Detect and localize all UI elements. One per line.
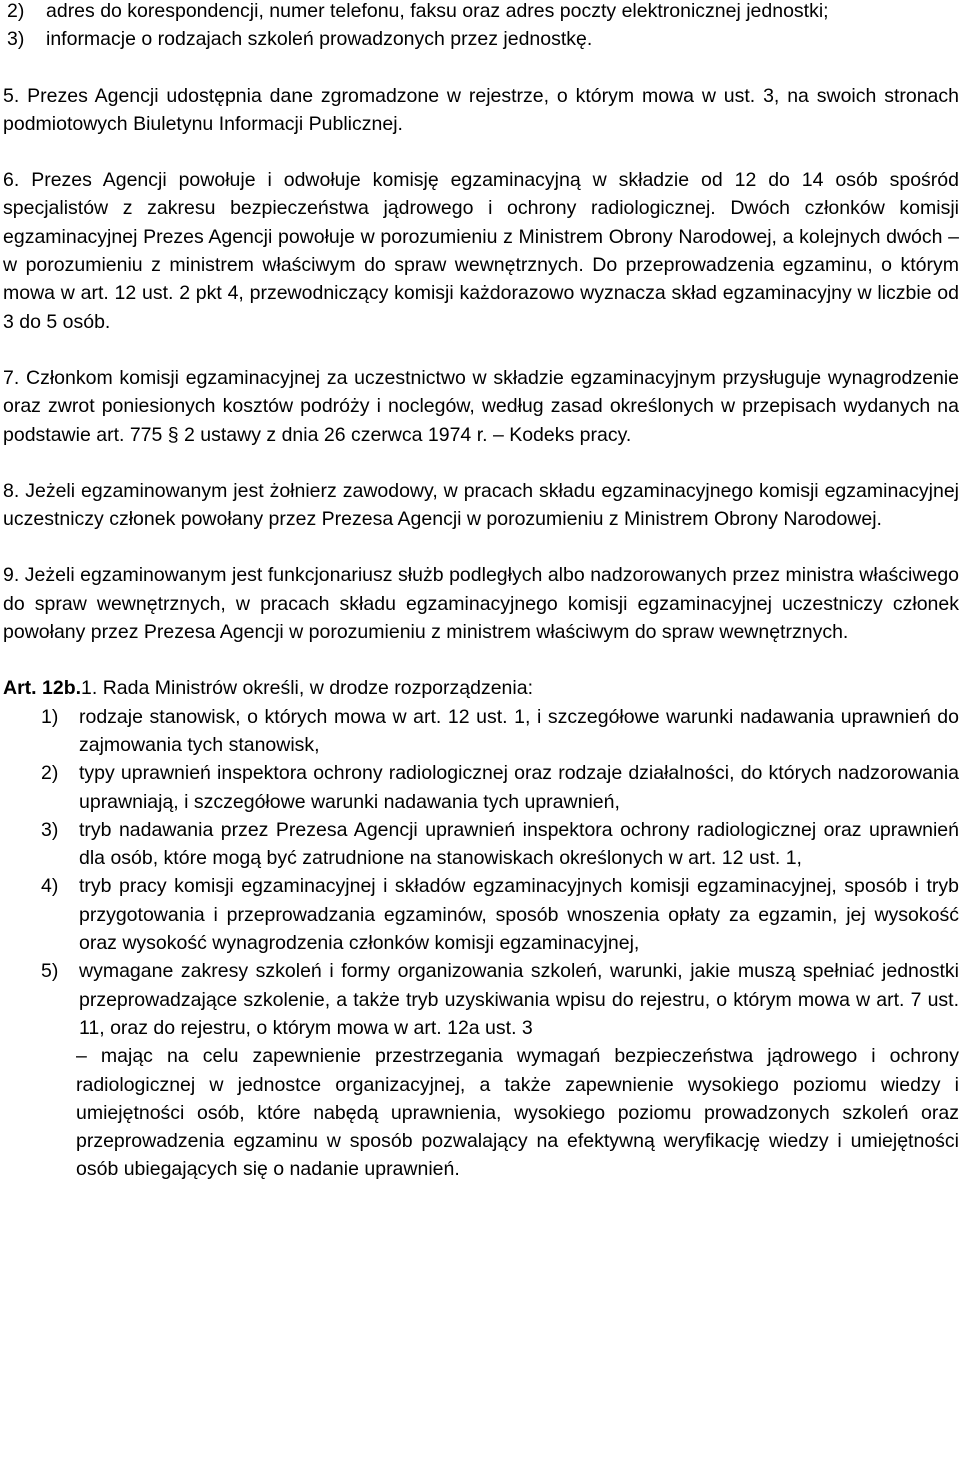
paragraph-number: 7. [3, 366, 20, 389]
paragraph-number: 6. [3, 169, 20, 192]
article-item-number: 2) [41, 762, 59, 785]
list-item-text: informacje o rodzajach szkoleń prowadzonych przez jednostkę. [46, 28, 593, 51]
article-item [3, 957, 959, 1042]
list-item-number: 3) [7, 28, 25, 51]
paragraph-gap [3, 336, 959, 364]
paragraph-text: Jeżeli egzaminowanym jest funkcjonariusz służb podległych albo nadzorowanych przez ministra właściwego do spraw wewnętrznych, w pracach składu egzaminacyjnego komisji egzaminacyjnej uczestniczy członek powołany przez Prezesa Agencji w porozumieniu z ministrem właściwym do spraw wewnętrznych. [3, 564, 960, 644]
paragraph-5 [3, 82, 959, 139]
paragraph-gap [3, 449, 959, 477]
article-item-text: typy uprawnień inspektora ochrony radiologicznej oraz rodzaje działalności, do których nadzorowania uprawniają, i szczegółowe warunki nadawania tych uprawnień, [79, 762, 959, 813]
paragraph-gap [3, 646, 959, 674]
paragraph-text: Prezes Agencji powołuje i odwołuje komisję egzaminacyjną w składzie od 12 do 14 osób spośród specjalistów z zakresu bezpieczeństwa jądrowego i ochrony radiologicznej. Dwóch członków komisji egzaminacyjnej Prezes Agencji powołuje w porozumieniu z Ministrem Obrony Narodowej, a kolejnych dwóch – w porozumieniu z ministrem właściwym do spraw wewnętrznych. Do przeprowadzenia egzaminu, o którym mowa w art. 12 ust. 2 pkt 4, przewodniczący komisji każdorazowo wyznacza skład egzaminacyjny w liczbie od 3 do 5 osób. [3, 169, 959, 333]
article-intro-number: 1. [81, 677, 98, 700]
article-item-text: tryb nadawania przez Prezesa Agencji uprawnień inspektora ochrony radiologicznej oraz uprawnień dla osób, które mogą być zatrudnione na stanowiskach określonych w art. 12 ust. 1, [79, 818, 959, 870]
article-item [3, 759, 959, 816]
article-item-number: 1) [41, 705, 59, 728]
paragraph-9 [3, 561, 959, 646]
article-item-number: 3) [41, 818, 59, 841]
article-item-text: rodzaje stanowisk, o których mowa w art. 12 ust. 1, i szczegółowe warunki nadawania uprawnień do zajmowania tych stanowisk, [79, 705, 959, 756]
article-intro-text: Rada Ministrów określi, w drodze rozporządzenia: [102, 677, 533, 700]
paragraph-number: 5. [3, 84, 20, 107]
list-item [3, 25, 959, 53]
paragraph-text: Prezes Agencji udostępnia dane zgromadzone w rejestrze, o którym mowa w ust. 3, na swoich stronach podmiotowych Biuletynu Informacji Publicznej. [3, 84, 959, 135]
list-item-number: 2) [7, 0, 25, 22]
paragraph-gap [3, 138, 959, 166]
article-item [3, 872, 959, 957]
article-item-text: wymagane zakresy szkoleń i formy organizowania szkoleń, warunki, jakie muszą spełniać jednostki przeprowadzające szkolenie, a także tryb uzyskiwania wpisu do rejestru, o którym mowa w art. 7 ust. 11, oraz do rejestru, o którym mowa w art. 12a ust. 3 [79, 960, 959, 1039]
article-item [3, 703, 959, 760]
article-item-number: 5) [41, 960, 59, 983]
list-item-text: adres do korespondencji, numer telefonu, faksu oraz adres poczty elektronicznej jednostki; [46, 0, 829, 22]
article-label: Art. 12b. [3, 677, 82, 700]
article-item-number: 4) [41, 875, 59, 898]
paragraph-gap [3, 54, 959, 82]
article-item [3, 816, 959, 873]
article-closing: – mając na celu zapewnienie przestrzegania wymagań bezpieczeństwa jądrowego i ochrony radiologicznej w jednostce organizacyjnej, a także zapewnienie wysokiego poziomu wiedzy i umiejętności osób, które nabędą uprawnienia, wysokiego poziomu prowadzonych szkoleń oraz przeprowadzenia egzaminu w sposób pozwalający na efektywną weryfikację wiedzy i umiejętności osób ubiegających się o nadanie uprawnień. [76, 1045, 959, 1181]
list-item [3, 0, 959, 25]
paragraph-number: 8. [3, 479, 20, 502]
paragraph-6 [3, 166, 959, 336]
paragraph-gap [3, 533, 959, 561]
article-heading [3, 674, 959, 702]
paragraph-text: Jeżeli egzaminowanym jest żołnierz zawodowy, w pracach składu egzaminacyjnego komisji egzaminacyjnej uczestniczy członek powołany przez Prezesa Agencji w porozumieniu z Ministrem Obrony Narodowej. [3, 479, 959, 531]
paragraph-text: Członkom komisji egzaminacyjnej za uczestnictwo w składzie egzaminacyjnym przysługuje wynagrodzenie oraz zwrot poniesionych kosztów podróży i noclegów, według zasad określonych w przepisach wydanych na podstawie art. 775 § 2 ustawy z dnia 26 czerwca 1974 r. – Kodeks pracy. [3, 366, 959, 446]
paragraph-8 [3, 477, 959, 534]
article-item-text: tryb pracy komisji egzaminacyjnej i składów egzaminacyjnych komisji egzaminacyjnej, sposób i tryb przygotowania i przeprowadzania egzaminów, sposób wnoszenia opłaty za egzamin, jej wysokość oraz wysokość wynagrodzenia członków komisji egzaminacyjnej, [79, 875, 959, 955]
paragraph-number: 9. [3, 564, 20, 587]
paragraph-7 [3, 364, 959, 449]
